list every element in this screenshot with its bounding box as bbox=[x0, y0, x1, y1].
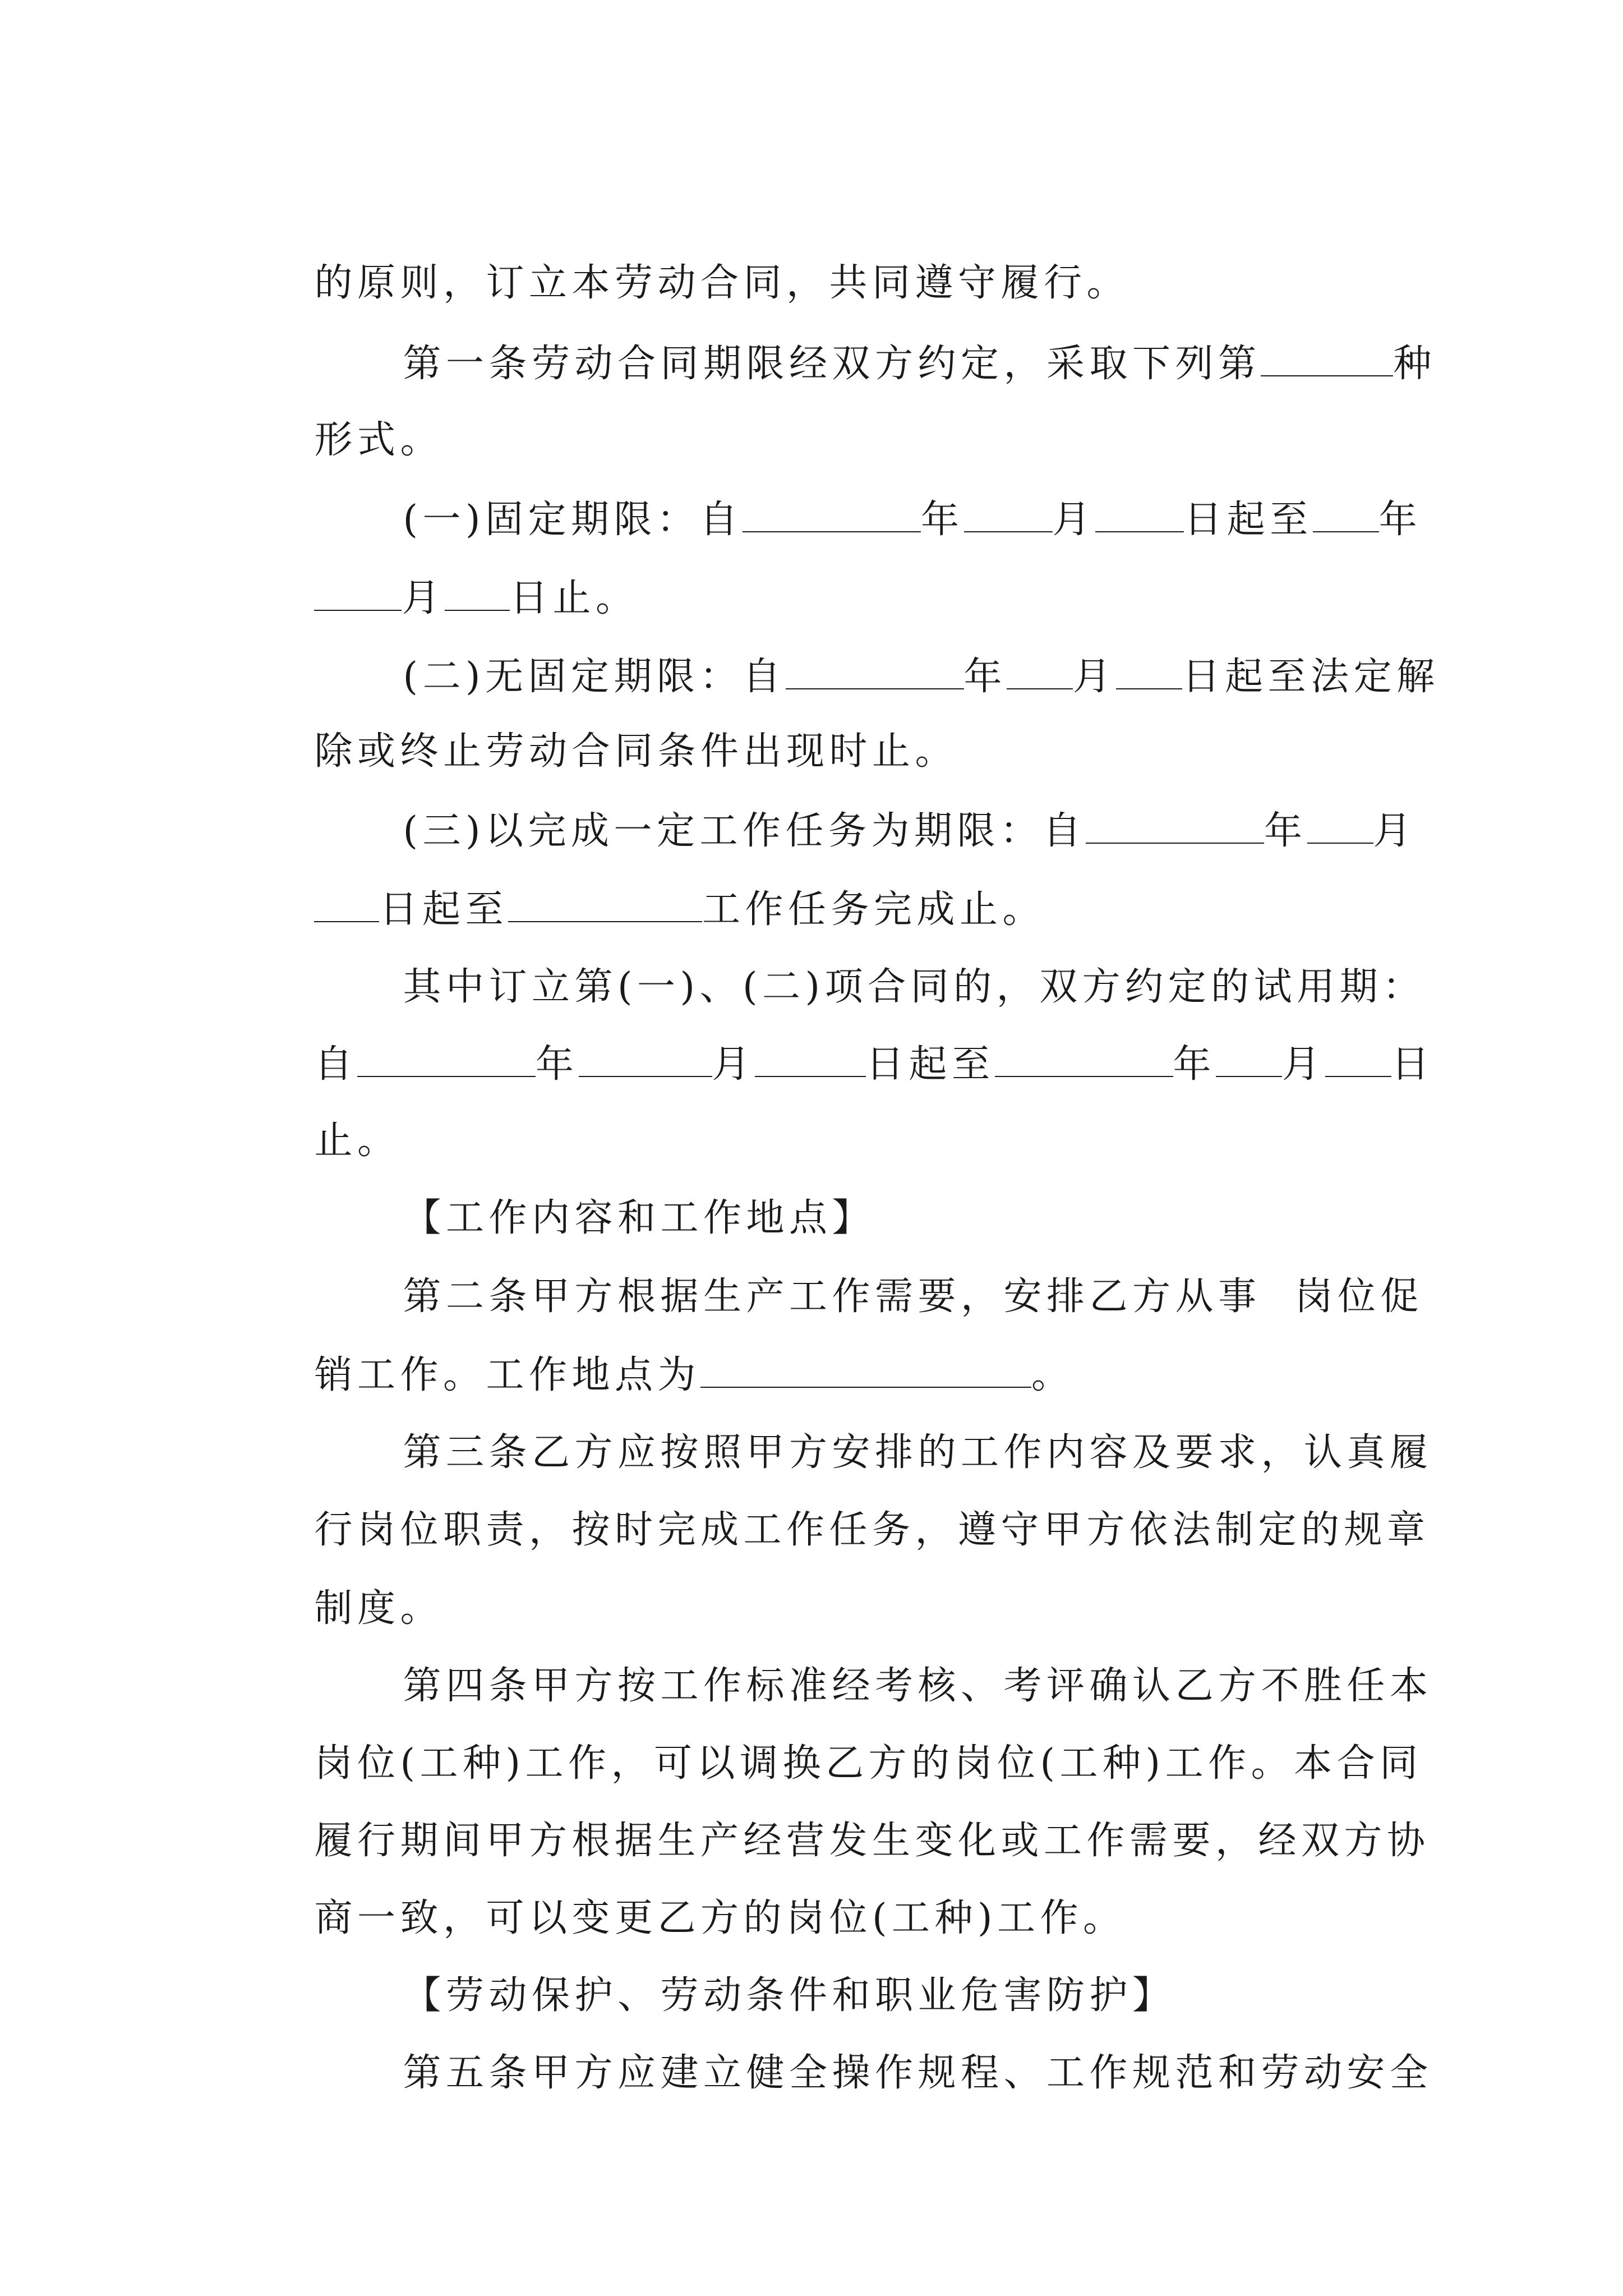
paragraph-text: 第三条乙方应按照甲方安排的工作内容及要求，认真履 bbox=[403, 1430, 1433, 1475]
text-fragment: 月 bbox=[1373, 809, 1417, 853]
task-term-line bbox=[335, 763, 1417, 853]
text-line bbox=[247, 216, 1129, 305]
paragraph-text: 第五条甲方应建立健全操作规程、工作规范和劳动安全 bbox=[403, 2051, 1433, 2095]
text-fragment: 销工作。工作地点为 bbox=[314, 1353, 700, 1397]
fill-blank[interactable] bbox=[1325, 1041, 1391, 1077]
text-fragment: 日止。 bbox=[509, 576, 639, 620]
text-fragment: 年 bbox=[1378, 498, 1422, 542]
article-3-line bbox=[335, 1386, 1433, 1475]
text-fragment: 岗位促 bbox=[1294, 1274, 1423, 1319]
text-line bbox=[247, 996, 1435, 1087]
fill-blank[interactable] bbox=[357, 1041, 536, 1077]
paragraph-text: 止。 bbox=[314, 1119, 400, 1163]
fill-blank[interactable] bbox=[1307, 808, 1373, 844]
text-fragment: 年 bbox=[1264, 809, 1307, 853]
text-fragment: 月 bbox=[712, 1042, 755, 1087]
text-line bbox=[247, 1774, 1430, 1863]
text-line bbox=[247, 684, 958, 774]
fill-blank[interactable] bbox=[1095, 496, 1184, 532]
text-line bbox=[247, 841, 1045, 932]
section-heading-text: 【工作内容和工作地点】 bbox=[403, 1196, 875, 1240]
fill-blank[interactable] bbox=[445, 575, 510, 611]
fixed-term-line bbox=[335, 452, 1422, 542]
fill-blank[interactable] bbox=[1216, 1041, 1282, 1077]
paragraph-text: 形式。 bbox=[314, 418, 443, 462]
text-fragment: (三)以完成一定工作任务为期限：自 bbox=[403, 809, 1086, 853]
fill-blank[interactable] bbox=[1313, 496, 1379, 532]
text-fragment: 日起至 bbox=[379, 887, 508, 932]
text-line bbox=[247, 1851, 1126, 1940]
paragraph-text: 除或终止劳动合同条件出现时止。 bbox=[314, 729, 958, 774]
paragraph-text: 行岗位职责，按时完成工作任务，遵守甲方依法制定的规章 bbox=[314, 1508, 1430, 1552]
probation-line bbox=[335, 920, 1426, 1009]
text-fragment: 月 bbox=[1052, 498, 1096, 542]
text-fragment: 工作任务完成止。 bbox=[702, 887, 1045, 932]
fill-blank[interactable] bbox=[1261, 341, 1393, 376]
text-line bbox=[247, 530, 639, 620]
fill-blank[interactable] bbox=[314, 886, 379, 922]
article-4-line bbox=[335, 1619, 1433, 1708]
text-line bbox=[247, 1696, 1423, 1786]
text-fragment: 。 bbox=[1031, 1353, 1075, 1397]
paragraph-text: 制度。 bbox=[314, 1586, 443, 1631]
text-line bbox=[247, 1542, 443, 1631]
text-fragment: 年 bbox=[535, 1042, 579, 1087]
fill-blank[interactable] bbox=[755, 1041, 866, 1077]
text-fragment: 月 bbox=[1282, 1042, 1325, 1087]
paragraph-text: 岗位(工种)工作，可以调换乙方的岗位(工种)工作。本合同 bbox=[314, 1741, 1423, 1786]
text-fragment: 日起至 bbox=[1184, 498, 1313, 542]
text-line bbox=[247, 1074, 400, 1163]
text-line bbox=[247, 1463, 1430, 1552]
fill-blank[interactable] bbox=[964, 496, 1053, 532]
paragraph-text: 第四条甲方按工作标准经考核、考评确认乙方不胜任本 bbox=[403, 1664, 1433, 1708]
paragraph-text: 的原则，订立本劳动合同，共同遵守履行。 bbox=[314, 261, 1129, 305]
section-heading bbox=[335, 1929, 1175, 2018]
article-2-line bbox=[335, 1230, 1423, 1319]
section-heading-text: 【劳动保护、劳动条件和职业危害防护】 bbox=[403, 1973, 1175, 2018]
text-fragment: 自 bbox=[314, 1042, 357, 1087]
fill-blank[interactable] bbox=[995, 1041, 1173, 1077]
article-1-line bbox=[335, 296, 1436, 386]
text-fragment: 日起至法定解 bbox=[1182, 655, 1440, 699]
text-fragment: 种 bbox=[1393, 342, 1436, 386]
article-1-text: 第一条劳动合同期限经双方约定，采取下列第 bbox=[403, 342, 1261, 386]
fill-blank[interactable] bbox=[1086, 808, 1264, 844]
article-5-line bbox=[335, 2006, 1433, 2095]
fill-blank[interactable] bbox=[700, 1352, 1031, 1388]
fill-blank[interactable] bbox=[743, 496, 921, 532]
text-line bbox=[247, 373, 443, 462]
text-fragment: 日 bbox=[1391, 1042, 1435, 1087]
text-fragment: 年 bbox=[921, 498, 964, 542]
text-fragment: (二)无固定期限：自 bbox=[403, 655, 786, 699]
paragraph-text: 其中订立第(一)、(二)项合同的，双方约定的试用期： bbox=[403, 965, 1426, 1009]
fill-blank[interactable] bbox=[579, 1041, 712, 1077]
text-fragment: 月 bbox=[402, 576, 445, 620]
text-fragment: 年 bbox=[963, 655, 1007, 699]
open-term-line bbox=[335, 609, 1440, 699]
text-fragment: (一)固定期限：自 bbox=[403, 498, 743, 542]
fill-blank[interactable] bbox=[314, 575, 402, 611]
fill-blank[interactable] bbox=[1116, 654, 1182, 689]
text-fragment: 日起至 bbox=[866, 1042, 995, 1087]
text-fragment: 月 bbox=[1073, 655, 1116, 699]
paragraph-text: 履行期间甲方根据生产经营发生变化或工作需要，经双方协 bbox=[314, 1819, 1430, 1863]
text-fragment: 年 bbox=[1173, 1042, 1216, 1087]
paragraph-text: 商一致，可以变更乙方的岗位(工种)工作。 bbox=[314, 1896, 1126, 1940]
text-fragment: 第二条甲方根据生产工作需要，安排乙方从事 bbox=[403, 1274, 1261, 1319]
fill-blank[interactable] bbox=[1007, 654, 1073, 689]
fill-blank[interactable] bbox=[508, 886, 702, 922]
text-line bbox=[247, 1307, 1075, 1397]
section-heading bbox=[335, 1151, 875, 1240]
